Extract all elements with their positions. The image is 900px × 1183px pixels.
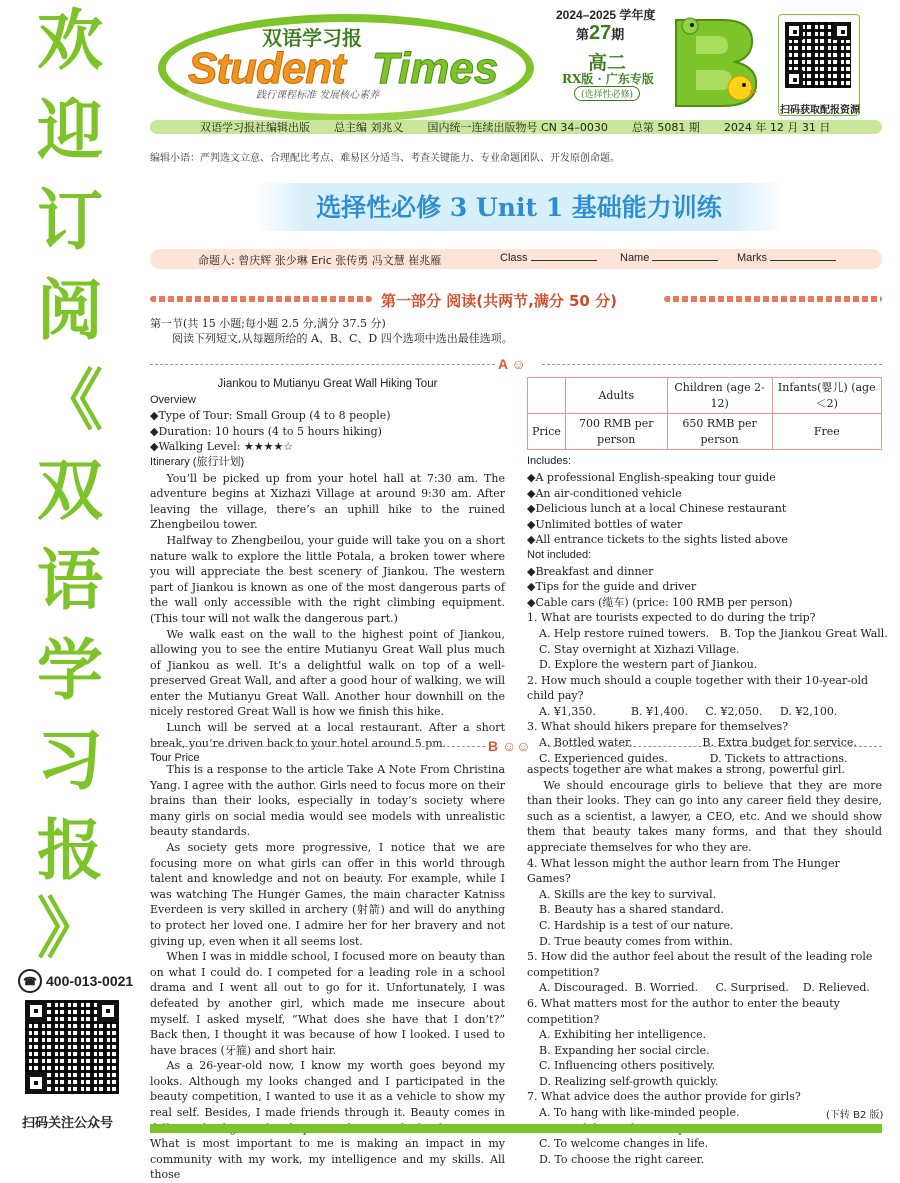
wavy-divider [664,296,882,302]
option: A. Help restore ruined towers. B. Top the Jiankou Great Wall. [539,626,888,640]
question: 2. How much should a couple together with their 10-year-old child pay? [527,673,869,703]
excluded-item: ◆Cable cars (缆车) (price: 100 RMB per person) [527,595,793,609]
option: D. True beauty comes from within. [539,934,733,948]
b-mascot-icon [662,12,766,108]
paragraph: You’ll be picked up from your hotel hall at 7:30 am. The adventure begins at Xizhazi Village at around 9:30 am. After leaving the village, there’s an uphill hike to the ruined Zhengbeilou tower. [150,471,505,532]
grade-label: 高二 [588,52,627,74]
include-item: ◆A professional English-speaking tour guide [527,470,776,484]
option: C. Stay overnight at Xizhazi Village. [539,642,740,656]
wavy-divider [150,296,372,302]
includes-label: Includes: [527,455,572,468]
qr-label: 扫码获取配报资源 [780,105,860,116]
paragraph: We should encourage girls to believe that they are more than their looks. They can go into any career field they desire, such as a scientist, a lawyer, a CEO, etc. And we should show them that beauty takes many forms, and that they should appreciate themselves for who they are. [527,778,882,854]
issue-number: 第27期 [576,22,625,44]
promo-char: 迎 [37,92,103,169]
info-bar [150,120,882,134]
logo-en-times: Times [372,44,499,93]
page-title: 选择性必修 3 Unit 1 基础能力训练 [316,193,722,222]
option: A. Skills are the key to survival. [539,887,717,901]
promo-char: 订 [37,182,103,259]
edition-label: RX版 · 广东专版 [562,72,654,86]
passage-a-right [527,377,888,766]
footer-bar [150,1124,882,1133]
divider [150,746,485,747]
continue-note: (下转 B2 版) [826,1110,884,1121]
option: C. Experienced guides. D. Tickets to attractions. [539,751,848,765]
paragraph: As a 26-year-old now, I know my worth goes beyond my looks. Although my looks changed and I participated in the beauty competition, I wanted to use it as a vehicle to show my real self. Besides, I made friends through it. Beauty comes in What is most important to me is making an impact in my community with my work, my intelligence and my skills. All those [150,1059,505,1182]
price-table: Adults Children (age 2-12) Infants(婴儿) (age＜2) Price 700 RMB per person 650 RMB per person Free [527,377,882,450]
class-field: Class [500,252,597,264]
option: C. Influencing others positively. [539,1059,716,1073]
logo-slogan: 践行课程标准 发展核心素养 [256,90,380,101]
paragraph: We walk east on the wall to the highest point of Jiankou, allowing you to see the entire Mutianyu Great Wall plus much of Jiankou as well. It’s a delightful walk on top of a well-preserved Great Wall, and after a good hour of walking, we will enter the Mutianyu Great Wall. Another hour downhill on the nicely restored Great Wall is how we finish this hike. [150,627,505,719]
question: 5. How did the author feel about the result of the leading role competition? [527,950,873,979]
passage-b-left [150,762,505,1183]
school-year: 2024–2025 学年度 [556,8,656,22]
excluded-item: ◆Tips for the guide and driver [527,580,697,594]
bullet: ◆Type of Tour: Small Group (4 to 8 people) [150,409,391,423]
passage-b-mark: B ☺☺ [488,738,531,754]
question: 1. What are tourists expected to do during the trip? [527,611,816,625]
qr-code[interactable] [25,1000,119,1094]
paragraph: When I was in middle school, I focused more on beauty than on what I could do. I competed for a leading role in a school drama and I went all out to go for it. Unfortunately, I was defeated by another girl, which made me insecure about myself. I asked myself, “What does she have that I don’t?” Back then, I thought it was because of how I looked. I used to have braces (牙箍) and short hair. [150,950,505,1057]
qr-label: 扫码关注公众号 [22,1116,114,1131]
include-item: ◆An air-conditioned vehicle [527,486,682,500]
promo-char: 欢 [37,2,103,79]
promo-char: 阅 [37,272,103,349]
include-item: ◆All entrance tickets to the sights listed above [527,533,788,547]
authors: 命题人: 曾庆辉 张少琳 Eric 张传勇 冯文慧 崔兆雁 [198,254,442,267]
passage-a-left [150,377,505,767]
paragraph: This is a response to the article Take A Note From Christina Yang. I agree with the author. Girls need to focus more on their brains than their looks, especially in today’s society where many girls on social media would see models with unrealistic beauty standards. [150,763,505,839]
option: A. To hang with like-minded people. [539,1106,740,1120]
section-heading: 第一节(共 15 小题;每小题 2.5 分,满分 37.5 分) [150,317,386,330]
not-included-label: Not included: [527,548,592,561]
option: A. Discouraged. B. Worried. C. Surprised. D. Relieved. [539,981,870,995]
question: 6. What matters most for the author to enter the beauty competition? [527,996,840,1026]
paragraph: Lunch will be served at a local restaurant. After a short break, you’re driven back to your hotel around 5 pm. [150,721,505,750]
option: A. ¥1,350. B. ¥1,400. C. ¥2,050. D. ¥2,100. [539,704,838,718]
phone-icon: ☎ [18,969,42,993]
option: D. Realizing self-growth quickly. [539,1074,719,1088]
include-item: ◆Unlimited bottles of water [527,517,683,531]
hotline-number: 400-013-0021 [46,973,134,989]
elective-badge: (选择性必修) [574,86,640,101]
divider [150,364,495,365]
divider [542,364,882,365]
qr-code[interactable] [785,22,851,88]
publisher: 双语学习报社编辑出版 [200,121,310,134]
editor-note: 编辑小语：严判选文立意、合理配比考点、难易区分适当、考查关键能力、专业命题团队、开发原创命题。 [150,153,620,164]
total-issue: 总第 5081 期 [631,121,700,134]
option: D. Explore the western part of Jiankou. [539,658,758,672]
marks-field: Marks [737,252,836,264]
passage-a-title: Jiankou to Mutianyu Great Wall Hiking Tour [217,378,438,390]
option: B. Expanding her social circle. [539,1043,710,1057]
promo-char: 《 [37,362,103,439]
paragraph: Halfway to Zhengbeilou, your guide will take you on a short nature walk to explore the little Potala, a broken tower where you will appreciate the best scenery of Jiankou. The western part of Jiankou is known as one of the most dangerous parts of the wall only accessible with the right climbing equipment. (This tour will not walk the dangerous part.) [150,533,505,625]
logo-cn: 双语学习报 [262,26,362,50]
passage-a-mark: A ☺ [498,356,526,372]
option: A. Bottled water. B. Extra budget for service. [539,736,857,750]
option: A. Exhibiting her intelligence. [539,1028,707,1042]
option: C. Hardship is a test of our nature. [539,918,734,932]
divider [548,746,882,747]
logo-en-student: Student [188,44,345,93]
option: B. Beauty has a shared standard. [539,903,724,917]
overview-label: Overview [150,393,196,406]
cn-number: 国内统一连续出版物号 CN 34–0030 [427,121,608,134]
section-instruction: 阅读下列短文,从每题所给的 A、B、C、D 四个选项中选出最佳选项。 [172,332,513,345]
promo-char: 语 [37,542,103,619]
subscription-promo [0,0,140,1133]
name-field: Name [620,252,718,264]
option: C. To welcome changes in life. [539,1137,709,1151]
excluded-item: ◆Breakfast and dinner [527,564,654,578]
promo-char: 双 [37,452,103,529]
include-item: ◆Delicious lunch at a local Chinese restaurant [527,502,787,516]
bullet: ◆Walking Level: ★★★★☆ [150,440,294,454]
promo-char: 学 [37,632,103,709]
promo-char: 报 [37,812,103,889]
question: 4. What lesson might the author learn from The Hunger Games? [527,856,840,886]
promo-char: 习 [37,722,103,799]
hotline [18,969,133,993]
tour-price-label: Tour Price [150,752,200,765]
chief-editor: 总主编 刘兆义 [334,121,404,134]
bullet: ◆Duration: 10 hours (4 to 5 hours hiking) [150,424,382,438]
promo-char: 》 [37,890,103,967]
itinerary-label: Itinerary (旅行计划) [150,455,245,468]
question: 7. What advice does the author provide for girls? [527,1090,801,1104]
paragraph: aspects together are what makes a strong, powerful girl. [527,763,845,776]
part-heading: 第一部分 阅读(共两节,满分 50 分) [381,292,617,310]
question: 3. What should hikers prepare for themselves? [527,720,789,734]
issue-date: 2024 年 12 月 31 日 [723,121,831,134]
option: D. To choose the right career. [539,1152,705,1166]
paragraph: As society gets more progressive, I notice that we are focusing more on what girls can offer in this world through talent and knowledge and not on beauty. For example, while I was watching The Hunger Games, the main character Katniss Everdeen is very skilled in archery (射箭) and will do anything to protect her loved one. I admire her for her bravery and not giving up, even when it all seems lost. [150,840,505,948]
